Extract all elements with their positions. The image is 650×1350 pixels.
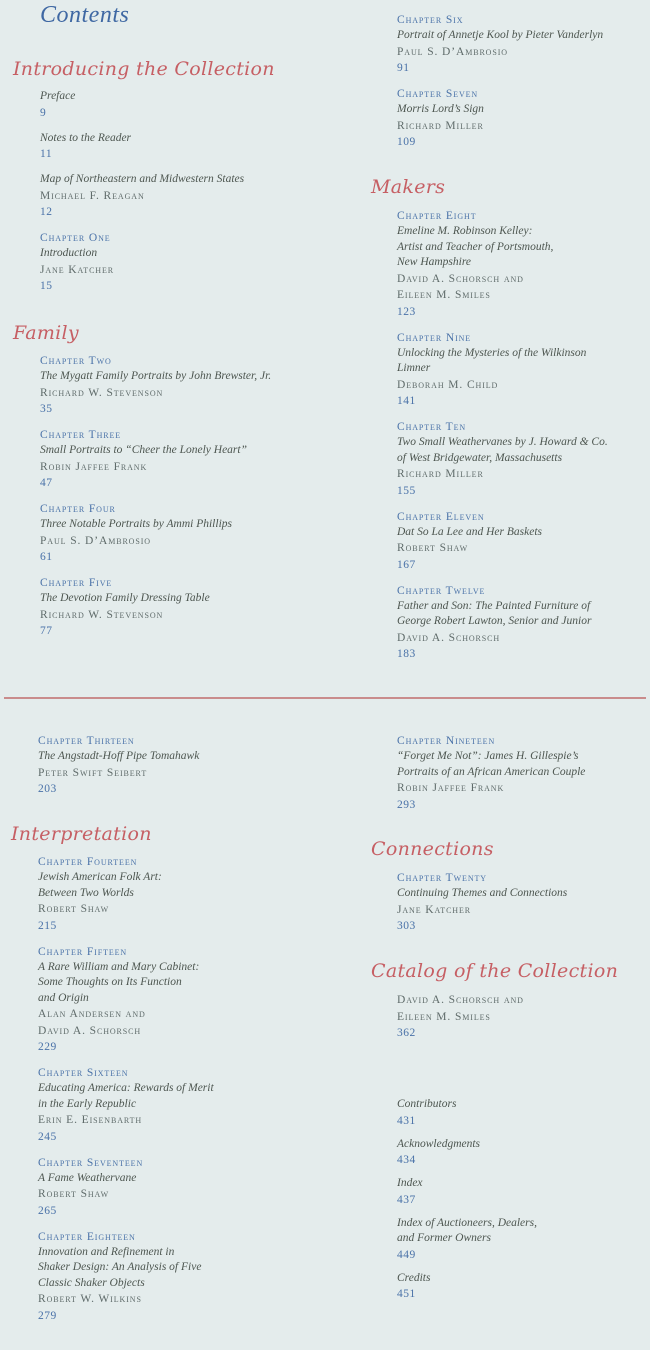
contents-title: Contents [40, 2, 130, 28]
toc-entry-chapter-sixteen[interactable] [38, 1065, 358, 1146]
entry-author: Jane Katcher [40, 263, 115, 276]
entry-title: Contributors [397, 1098, 457, 1110]
entry-author: Paul S. D’Ambrosio [40, 534, 151, 547]
chapter-label: Chapter Nineteen [397, 735, 496, 747]
entry-title: Index [397, 1177, 423, 1189]
ch19-block [397, 733, 647, 814]
entry-title: Introduction [40, 247, 98, 259]
page-number: 77 [40, 625, 53, 637]
ch13-block [38, 733, 358, 798]
entry-author: David A. Schorsch [397, 631, 501, 644]
entry-author: David A. Schorsch and [397, 272, 524, 285]
entry-title: of West Bridgewater, Massachusetts [397, 451, 563, 464]
toc-entry-chapter-twenty[interactable] [397, 870, 647, 935]
page-number: 91 [397, 62, 410, 74]
page-number: 109 [397, 136, 416, 148]
section-title: Interpretation [11, 823, 152, 845]
entry-title: Portrait of Annetje Kool by Pieter Vanderlyn [397, 29, 604, 41]
page-number: 203 [38, 783, 57, 795]
page-number: 431 [397, 1114, 416, 1127]
ch20-block [397, 870, 647, 935]
section-title: Catalog of the Collection [371, 960, 619, 982]
toc-entry-chapter-twelve[interactable] [397, 583, 647, 664]
entry-title: Innovation and Refinement in [38, 1245, 175, 1258]
section-heading-makers [371, 174, 641, 200]
entry-author: Richard W. Stevenson [40, 608, 164, 621]
entry-title: in the Early Republic [38, 1097, 137, 1110]
entry-title: Limner [397, 362, 431, 374]
chapter-label: Chapter Five [40, 577, 113, 589]
toc-entry-chapter-seventeen[interactable] [38, 1155, 358, 1220]
section-title: Connections [371, 838, 494, 860]
entry-title: Acknowledgments [397, 1137, 481, 1150]
chapter-label: Chapter Four [40, 503, 116, 515]
chapter-label: Chapter Thirteen [38, 735, 135, 747]
page-number: 451 [397, 1288, 416, 1300]
bottom-page [0, 700, 650, 1350]
catalog-block [397, 992, 647, 1042]
entry-title: and Former Owners [397, 1232, 491, 1244]
entry-title: A Rare William and Mary Cabinet: [38, 960, 200, 973]
chapter-label: Chapter Eleven [397, 510, 485, 523]
entry-title: George Robert Lawton, Senior and Junior [397, 615, 592, 627]
chapter-label: Chapter One [40, 232, 111, 244]
toc-entry-index-auctioneers[interactable] [397, 1216, 647, 1264]
entry-title: Morris Lord’s Sign [397, 103, 484, 115]
page-number: 12 [40, 206, 53, 218]
entry-title: Notes to the Reader [40, 131, 132, 144]
page-number: 155 [397, 484, 416, 497]
entry-author: Robert Shaw [38, 903, 110, 915]
entry-title: Unlocking the Mysteries of the Wilkinson [397, 346, 587, 359]
entry-author: Robert W. Wilkins [38, 1293, 142, 1305]
entry-author: Deborah M. Child [397, 378, 499, 391]
entry-title: Father and Son: The Painted Furniture of [397, 599, 591, 612]
page-number: 9 [40, 106, 47, 119]
page-number: 15 [40, 280, 53, 292]
chapter-label: Chapter Two [40, 355, 112, 367]
chapter-label: Chapter Sixteen [38, 1067, 129, 1079]
entry-title: “Forget Me Not”: James H. Gillespie’s [397, 750, 579, 762]
entry-author: Paul S. D’Ambrosio [397, 45, 508, 58]
entry-author: Robin Jaffee Frank [397, 782, 505, 794]
entry-title: The Devotion Family Dressing Table [40, 592, 210, 604]
toc-entry-acknowledgments[interactable] [397, 1137, 647, 1170]
toc-entry-chapter-fourteen[interactable] [38, 854, 358, 935]
page-number: 35 [40, 403, 53, 415]
section-heading-interpretation [11, 821, 351, 847]
entry-title: and Origin [38, 991, 89, 1004]
entry-author: Eileen M. Smiles [397, 1010, 491, 1023]
entry-author: Alan Andersen and [38, 1008, 146, 1020]
toc-entry-contributors[interactable] [397, 1097, 647, 1130]
toc-entry-chapter-four[interactable] [40, 501, 370, 566]
entry-title: Map of Northeastern and Midwestern States [40, 173, 245, 185]
entry-title: The Mygatt Family Portraits by John Brewster, Jr. [40, 370, 272, 382]
entry-title: Credits [397, 1271, 431, 1284]
entry-author: Robert Shaw [38, 1188, 110, 1200]
entry-author: Richard W. Stevenson [40, 386, 164, 399]
toc-entry-chapter-one[interactable] [40, 230, 360, 295]
entry-title: Some Thoughts on Its Function [38, 976, 182, 988]
section-heading-family [13, 320, 353, 346]
page-number: 61 [40, 551, 53, 563]
entry-author: Peter Swift Seibert [38, 766, 148, 779]
page-number: 215 [38, 919, 57, 932]
toc-entry-chapter-thirteen[interactable] [38, 733, 358, 798]
entry-author: David A. Schorsch and [397, 994, 524, 1006]
entry-title: Continuing Themes and Connections [397, 887, 568, 899]
section-heading-catalog [371, 958, 646, 984]
chapter-label: Chapter Three [40, 429, 122, 441]
page-divider [4, 697, 646, 699]
page-number: 303 [397, 920, 416, 932]
toc-entry-chapter-six[interactable] [397, 12, 647, 77]
chapter-label: Chapter Ten [397, 421, 467, 433]
entry-author: David A. Schorsch [38, 1024, 142, 1037]
page-number: 279 [38, 1309, 57, 1322]
entry-title: Dat So La Lee and Her Baskets [397, 525, 543, 538]
entry-author: Erin E. Eisenbarth [38, 1114, 143, 1126]
section-heading-introducing [13, 56, 353, 82]
entry-title: Preface [40, 90, 76, 102]
page-number: 167 [397, 558, 416, 571]
toc-entry-chapter-three[interactable] [40, 427, 370, 492]
chapter-label: Chapter Fifteen [38, 945, 128, 958]
entry-title: Three Notable Portraits by Ammi Phillips [40, 518, 232, 530]
entry-author: Richard Miller [397, 119, 484, 132]
chapter-label: Chapter Twelve [397, 584, 486, 597]
entry-author: Jane Katcher [397, 903, 472, 916]
page-number: 123 [397, 305, 416, 318]
entry-title: A Fame Weathervane [38, 1171, 137, 1184]
toc-entry-chapter-seven[interactable] [397, 86, 647, 151]
right-list-top [397, 12, 647, 151]
page-number: 11 [40, 148, 53, 160]
toc-entry-credits[interactable] [397, 1271, 647, 1304]
page-number: 434 [397, 1154, 416, 1166]
toc-entry-index[interactable] [397, 1176, 647, 1209]
toc-entry-chapter-eight[interactable] [397, 208, 647, 321]
entry-title: Classic Shaker Objects [38, 1276, 145, 1289]
chapter-label: Chapter Eighteen [38, 1230, 136, 1243]
toc-entry-chapter-fifteen[interactable] [38, 944, 358, 1057]
entry-title: Jewish American Folk Art: [38, 871, 162, 883]
intro-list [40, 89, 360, 295]
toc-entry-chapter-five[interactable] [40, 575, 370, 640]
section-title: Family [13, 322, 79, 344]
page-number: 245 [38, 1130, 57, 1143]
entry-author: Richard Miller [397, 468, 484, 480]
chapter-label: Chapter Six [397, 14, 464, 26]
section-heading-connections [371, 836, 641, 862]
toc-entry-chapter-eighteen[interactable] [38, 1229, 358, 1325]
entry-title: Two Small Weathervanes by J. Howard & Co. [397, 436, 608, 448]
page-number: 362 [397, 1027, 416, 1039]
entry-title: Portraits of an African American Couple [397, 765, 586, 778]
toc-entry-chapter-ten[interactable] [397, 419, 647, 500]
page-number: 47 [40, 477, 53, 489]
section-title: Makers [371, 176, 446, 198]
entry-author: Robert Shaw [397, 542, 469, 554]
entry-title: Emeline M. Robinson Kelley: [397, 225, 533, 237]
toc-entry-preface[interactable] [40, 89, 360, 122]
toc-entry-catalog[interactable] [397, 992, 647, 1042]
chapter-label: Chapter Seventeen [38, 1156, 144, 1169]
chapter-label: Chapter Eight [397, 210, 477, 222]
chapter-label: Chapter Seven [397, 88, 479, 100]
entry-title: New Hampshire [397, 256, 472, 268]
chapter-label: Chapter Fourteen [38, 856, 138, 868]
page-number: 449 [397, 1248, 416, 1261]
toc-entry-map[interactable] [40, 172, 360, 221]
makers-list [397, 208, 647, 663]
chapter-label: Chapter Nine [397, 331, 472, 344]
back-matter-list [397, 1097, 647, 1303]
entry-author: Eileen M. Smiles [397, 289, 491, 301]
section-title: Introducing the Collection [13, 58, 275, 80]
entry-title: The Angstadt-Hoff Pipe Tomahawk [38, 750, 200, 762]
page-number: 437 [397, 1193, 416, 1206]
entry-title: Index of Auctioneers, Dealers, [397, 1216, 537, 1229]
entry-title: Small Portraits to “Cheer the Lonely Heart” [40, 444, 247, 456]
toc-entry-chapter-eleven[interactable] [397, 509, 647, 574]
entry-title: Educating America: Rewards of Merit [38, 1082, 214, 1094]
entry-title: Between Two Worlds [38, 886, 134, 899]
toc-entry-chapter-two[interactable] [40, 353, 370, 418]
page-number: 293 [397, 798, 416, 811]
toc-entry-chapter-nineteen[interactable] [397, 733, 647, 814]
toc-entry-notes[interactable] [40, 131, 360, 164]
page-number: 183 [397, 648, 416, 660]
page-number: 229 [38, 1041, 57, 1053]
page-number: 265 [38, 1204, 57, 1217]
chapter-label: Chapter Twenty [397, 872, 487, 884]
entry-title: Artist and Teacher of Portsmouth, [397, 240, 554, 253]
family-list [40, 353, 370, 640]
entry-title: Shaker Design: An Analysis of Five [38, 1261, 202, 1273]
toc-entry-chapter-nine[interactable] [397, 330, 647, 411]
entry-author: Michael F. Reagan [40, 189, 145, 202]
page-number: 141 [397, 395, 416, 407]
entry-author: Robin Jaffee Frank [40, 460, 148, 473]
interpretation-list [38, 854, 358, 1325]
